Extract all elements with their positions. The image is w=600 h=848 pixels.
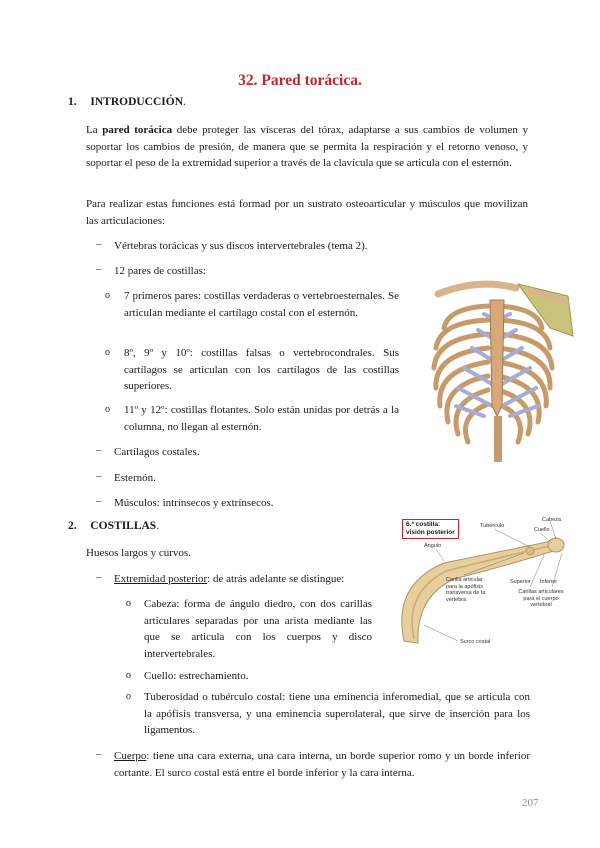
- list-item: [114, 748, 530, 781]
- circle-bullet-icon: o: [126, 598, 131, 609]
- sub-list-item: Tuberosidad o tubérculo costal: tiene una eminencia inferomedial, que se articula con la apófisis transversa, y una eminencia superolateral, que sirve de inserción para los ligamentos.: [144, 691, 530, 736]
- intro-paragraph-1: [86, 122, 528, 172]
- section-1-title-suffix: .: [183, 96, 186, 108]
- circle-bullet-icon: o: [105, 347, 110, 358]
- list-item: [114, 571, 394, 588]
- para1-bold: pared torácica: [102, 124, 173, 136]
- dash-bullet-icon: –: [96, 571, 102, 583]
- extremidad-posterior-text: : de atrás adelante se distingue:: [207, 573, 345, 585]
- circle-bullet-icon: o: [105, 404, 110, 415]
- list-item: Cartílagos costales.: [114, 446, 200, 458]
- dash-bullet-icon: –: [96, 495, 102, 507]
- label-surco: Surco costal: [460, 639, 491, 645]
- list-item: 12 pares de costillas:: [114, 265, 206, 277]
- rib-illustration: [384, 515, 584, 650]
- label-cabeza: Cabeza: [542, 517, 561, 523]
- caption-line-1: 6.ª costilla:: [406, 521, 441, 528]
- section-2-title: COSTILLAS: [90, 520, 157, 532]
- label-inferior: Inferior: [540, 579, 558, 585]
- dash-bullet-icon: –: [96, 748, 102, 760]
- label-cuello: Cuello: [534, 527, 550, 533]
- sub-list-item: Cabeza: forma de ángulo diedro, con dos carillas articulares separadas por una arista mediante las que se articula con los cuerpos y disco intervertebrales.: [144, 598, 372, 660]
- section-1-title: INTRODUCCIÓN: [90, 96, 184, 108]
- list-item: Esternón.: [114, 472, 156, 484]
- intro-paragraph-2: Para realizar estas funciones está formad por un sustrato osteoarticular y músculos que movilizan las articulaciones:: [86, 198, 528, 227]
- para1-before: La: [86, 124, 103, 136]
- page-title: 32. Pared torácica.: [238, 72, 362, 89]
- cuerpo-label: Cuerpo: [114, 750, 147, 762]
- dash-bullet-icon: –: [96, 238, 102, 250]
- caption-line-2: visión posterior: [406, 529, 455, 536]
- section-1-number: 1.: [68, 96, 77, 108]
- dash-bullet-icon: –: [96, 263, 102, 275]
- list-item: Músculos: intrínsecos y extrínsecos.: [114, 497, 274, 509]
- section-2-number: 2.: [68, 520, 77, 532]
- para1-after: debe proteger las vísceras del tórax, adaptarse a sus cambios de volumen y soportar los cambios de presión, de manera que se permita la respiración y el retorno venoso, y soportar el peso de la extremidad superior a través de la clavícula que se articula con el esternón.: [86, 124, 528, 169]
- label-carillas-cuerpo: Carillas articulares para el cuerpo vertebral: [518, 589, 564, 608]
- circle-bullet-icon: o: [126, 691, 131, 702]
- thorax-illustration: [418, 266, 578, 466]
- circle-bullet-icon: o: [126, 670, 131, 681]
- section-1-heading: [68, 96, 186, 108]
- dash-bullet-icon: –: [96, 444, 102, 456]
- label-carilla-transversa: Carilla articular para la apófisis transversa de la vértebra: [446, 577, 486, 603]
- section-2-heading: [68, 520, 159, 532]
- label-angulo: Ángulo: [424, 543, 442, 549]
- extremidad-posterior-label: Extremidad posterior: [114, 573, 208, 585]
- rib-cage-icon: [434, 284, 573, 462]
- label-tuberculo: Tubérculo: [480, 523, 505, 529]
- circle-bullet-icon: o: [105, 290, 110, 301]
- page-number: 207: [522, 797, 539, 809]
- sub-list-item: 7 primeros pares: costillas verdaderas o vertebroesternales. Se articulan mediante el cartílago costal con el esternón.: [124, 290, 399, 319]
- sub-list-item: 11º y 12º: costillas flotantes. Solo están unidas por detrás a la columna, no llegan al esternón.: [124, 404, 399, 433]
- label-superior: Superior: [510, 579, 531, 585]
- dash-bullet-icon: –: [96, 470, 102, 482]
- section-2-intro: Huesos largos y curvos.: [86, 547, 191, 559]
- sub-list-item: Cuello: estrechamiento.: [144, 670, 249, 682]
- section-2-title-suffix: .: [156, 520, 160, 532]
- sub-list-item: 8º, 9º y 10º: costillas falsas o vertebrocondrales. Sus cartílagos se articulan con los cartílagos de las costillas superiores.: [124, 347, 399, 392]
- cuerpo-text: : tiene una cara externa, una cara interna, un borde superior romo y un borde inferior cortante. El surco costal está entre el borde inferior y la cara interna.: [114, 750, 530, 779]
- list-item: Vértebras torácicas y sus discos intervertebrales (tema 2).: [114, 240, 368, 252]
